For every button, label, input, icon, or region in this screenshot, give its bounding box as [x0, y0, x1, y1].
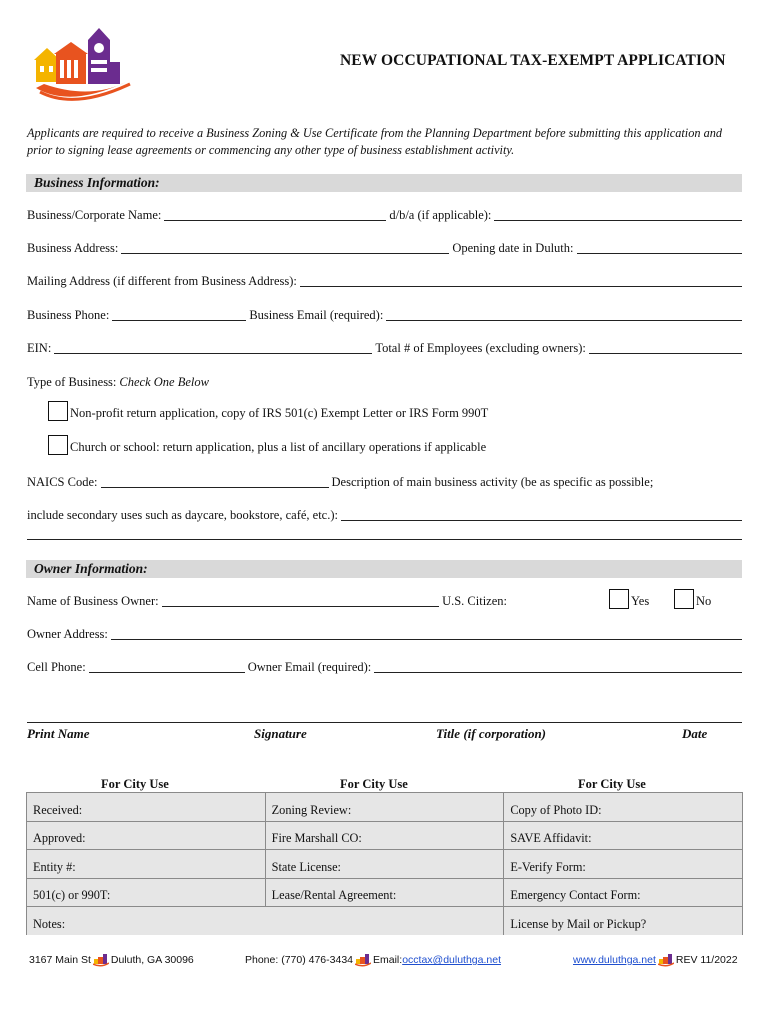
owner-address-label: Owner Address:	[27, 627, 108, 641]
row-naics	[27, 475, 742, 490]
citizen-no-option	[674, 589, 711, 609]
citizen-yes-checkbox[interactable]	[609, 589, 629, 609]
everify-cell: E-Verify Form:	[504, 850, 743, 879]
dba-label: d/b/a (if applicable):	[389, 208, 492, 222]
description-continued-field[interactable]	[27, 528, 742, 540]
business-email-field[interactable]	[386, 309, 742, 321]
row-owner-cell	[27, 660, 742, 675]
footer-city: Duluth, GA 30096	[110, 954, 194, 966]
employees-label: Total # of Employees (excluding owners):	[375, 341, 586, 355]
type-of-business-hint: Check One Below	[119, 375, 209, 389]
row-owner-address	[27, 627, 742, 642]
owner-email-label: Owner Email (required):	[247, 660, 372, 674]
footer-contact	[245, 953, 501, 967]
business-phone-label: Business Phone:	[27, 308, 110, 322]
table-row	[27, 793, 743, 822]
business-address-field[interactable]	[121, 242, 449, 254]
owner-name-label: Name of Business Owner:	[27, 594, 159, 608]
city-use-heading-3: For City Use	[578, 777, 646, 791]
church-label: Church or school: return application, plus a list of ancillary operations if applicable	[70, 440, 487, 454]
date-label: Date	[682, 726, 708, 741]
option-nonprofit	[48, 401, 488, 421]
owner-name-field[interactable]	[162, 595, 439, 607]
footer-phone: Phone: (770) 476-3434	[245, 954, 353, 966]
row-corporate-name	[27, 208, 742, 223]
type-of-business-label: Type of Business:	[27, 375, 117, 389]
exempt-cell: 501(c) or 990T:	[27, 878, 266, 907]
city-of-duluth-logo	[30, 26, 134, 106]
nonprofit-label: Non-profit return application, copy of IRS 501(c) Exempt Letter or IRS Form 990T	[70, 406, 489, 420]
row-ein	[27, 341, 742, 356]
citizen-no-checkbox[interactable]	[674, 589, 694, 609]
business-address-label: Business Address:	[27, 241, 119, 255]
footer-web	[573, 953, 738, 967]
citizen-yes-option	[609, 589, 649, 609]
secondary-uses-field[interactable]	[341, 509, 742, 521]
row-business-address	[27, 241, 742, 256]
mailing-address-field[interactable]	[300, 275, 742, 287]
row-description-continued	[27, 528, 742, 540]
footer-website-link[interactable]: www.duluthga.net	[573, 954, 656, 966]
duluth-mini-logo-icon	[93, 953, 109, 967]
dba-field[interactable]	[494, 209, 742, 221]
footer-revision: REV 11/2022	[675, 954, 738, 966]
owner-address-field[interactable]	[111, 628, 742, 640]
lease-cell: Lease/Rental Agreement:	[265, 878, 504, 907]
ein-label: EIN:	[27, 341, 52, 355]
city-use-heading-1: For City Use	[101, 777, 169, 791]
cell-phone-label: Cell Phone:	[27, 660, 86, 674]
license-pickup-cell: License by Mail or Pickup?	[504, 907, 743, 936]
row-secondary-uses	[27, 508, 742, 523]
save-affidavit-cell: SAVE Affidavit:	[504, 821, 743, 850]
option-church	[48, 435, 486, 455]
zoning-review-cell: Zoning Review:	[265, 793, 504, 822]
description-label: Description of main business activity (be as specific as possible;	[331, 475, 654, 489]
row-business-phone	[27, 308, 742, 323]
intro-text: Applicants are required to receive a Business Zoning & Use Certificate from the Planning Department before submitting this application and prior to signing lease agreements or commencing any other type of business establishment activity.	[27, 126, 723, 157]
nonprofit-checkbox[interactable]	[48, 401, 68, 421]
title-label: Title (if corporation)	[436, 726, 547, 741]
citizen-no-label: No	[696, 594, 712, 608]
row-owner-name	[27, 594, 507, 609]
corporate-name-label: Business/Corporate Name:	[27, 208, 162, 222]
cell-phone-field[interactable]	[89, 661, 245, 673]
business-section-title: Business Information:	[34, 175, 160, 190]
entity-cell: Entity #:	[27, 850, 266, 879]
emergency-contact-cell: Emergency Contact Form:	[504, 878, 743, 907]
secondary-uses-label: include secondary uses such as daycare, bookstore, café, etc.):	[27, 508, 338, 522]
footer-street: 3167 Main St	[29, 954, 91, 966]
table-row	[27, 878, 743, 907]
row-type-of-business	[27, 375, 742, 390]
state-license-cell: State License:	[265, 850, 504, 879]
owner-email-field[interactable]	[374, 661, 742, 673]
form-title: NEW OCCUPATIONAL TAX-EXEMPT APPLICATION	[340, 52, 726, 69]
table-row	[27, 907, 743, 936]
citizen-yes-label: Yes	[631, 594, 650, 608]
table-row	[27, 821, 743, 850]
naics-field[interactable]	[101, 476, 329, 488]
corporate-name-field[interactable]	[164, 209, 386, 221]
opening-date-field[interactable]	[577, 242, 743, 254]
city-use-heading-2: For City Use	[340, 777, 408, 791]
notes-cell: Notes:	[27, 907, 504, 936]
church-checkbox[interactable]	[48, 435, 68, 455]
photo-id-cell: Copy of Photo ID:	[504, 793, 743, 822]
footer-email-link[interactable]: occtax@duluthga.net	[402, 954, 501, 966]
signature-label: Signature	[254, 726, 307, 741]
citizen-label: U.S. Citizen:	[442, 594, 507, 608]
duluth-mini-logo-icon	[355, 953, 371, 967]
business-phone-field[interactable]	[112, 309, 246, 321]
mailing-address-label: Mailing Address (if different from Business Address):	[27, 274, 297, 288]
naics-label: NAICS Code:	[27, 475, 98, 489]
city-use-table	[26, 792, 743, 935]
footer-email-label: Email:	[373, 954, 403, 966]
duluth-mini-logo-icon	[658, 953, 674, 967]
print-name-label: Print Name	[27, 726, 90, 741]
owner-section-title: Owner Information:	[34, 561, 148, 576]
table-row	[27, 850, 743, 879]
ein-field[interactable]	[54, 342, 372, 354]
owner-section-bar	[26, 560, 742, 578]
signature-line[interactable]	[27, 722, 742, 723]
employees-field[interactable]	[589, 342, 742, 354]
footer-address	[29, 953, 194, 967]
business-section-bar	[26, 174, 742, 192]
opening-date-label: Opening date in Duluth:	[452, 241, 574, 255]
received-cell: Received:	[27, 793, 266, 822]
fire-marshall-cell: Fire Marshall CO:	[265, 821, 504, 850]
approved-cell: Approved:	[27, 821, 266, 850]
row-mailing-address	[27, 274, 742, 289]
business-email-label: Business Email (required):	[249, 308, 384, 322]
